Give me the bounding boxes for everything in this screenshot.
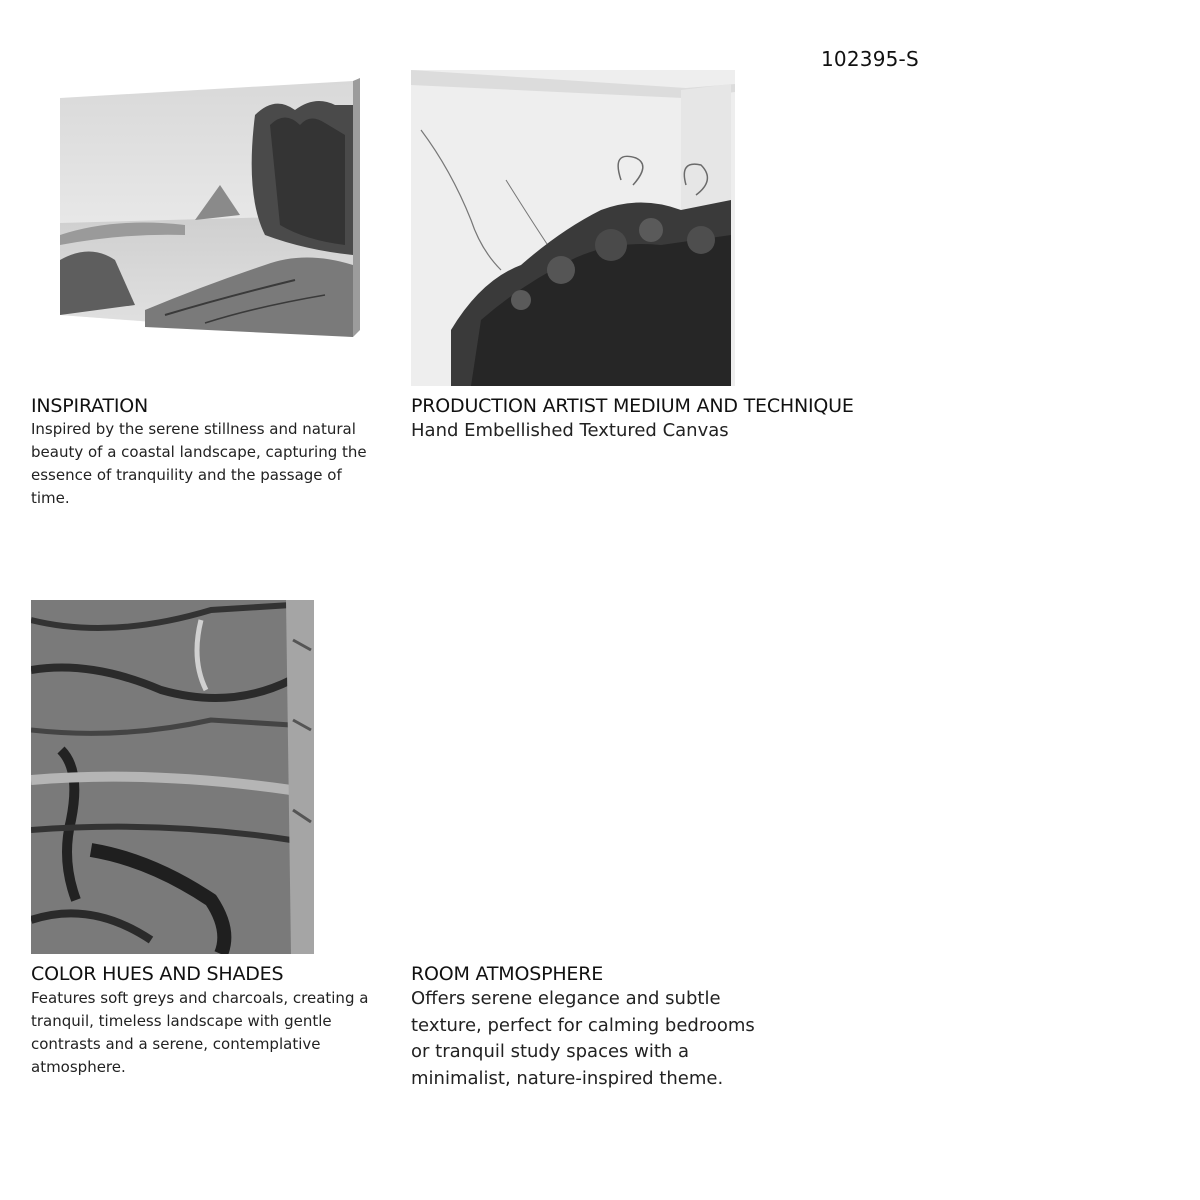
medium-technique-heading: PRODUCTION ARTIST MEDIUM AND TECHNIQUE	[411, 395, 854, 417]
color-hues-text: Features soft greys and charcoals, creating a tranquil, timeless landscape with gentle contrasts and a serene, contemplative atmosphere.	[31, 989, 369, 1076]
inspiration-heading: INSPIRATION	[31, 395, 149, 417]
medium-technique-text: Hand Embellished Textured Canvas	[411, 420, 729, 441]
room-atmosphere-text: Offers serene elegance and subtle texture, perfect for calming bedrooms or tranquil study spaces with a minimalist, nature-inspired theme.	[411, 988, 755, 1089]
room-atmosphere-heading: ROOM ATMOSPHERE	[411, 963, 604, 985]
charcoal-texture-detail-image	[31, 600, 314, 954]
canvas-landscape-image	[55, 75, 365, 345]
color-hues-heading: COLOR HUES AND SHADES	[31, 963, 284, 985]
inspiration-text: Inspired by the serene stillness and natural beauty of a coastal landscape, capturing the essence of tranquility and the passage of time.	[31, 420, 367, 507]
canvas-corner-closeup-image	[411, 70, 735, 386]
product-sku: 102395-S	[821, 47, 919, 71]
